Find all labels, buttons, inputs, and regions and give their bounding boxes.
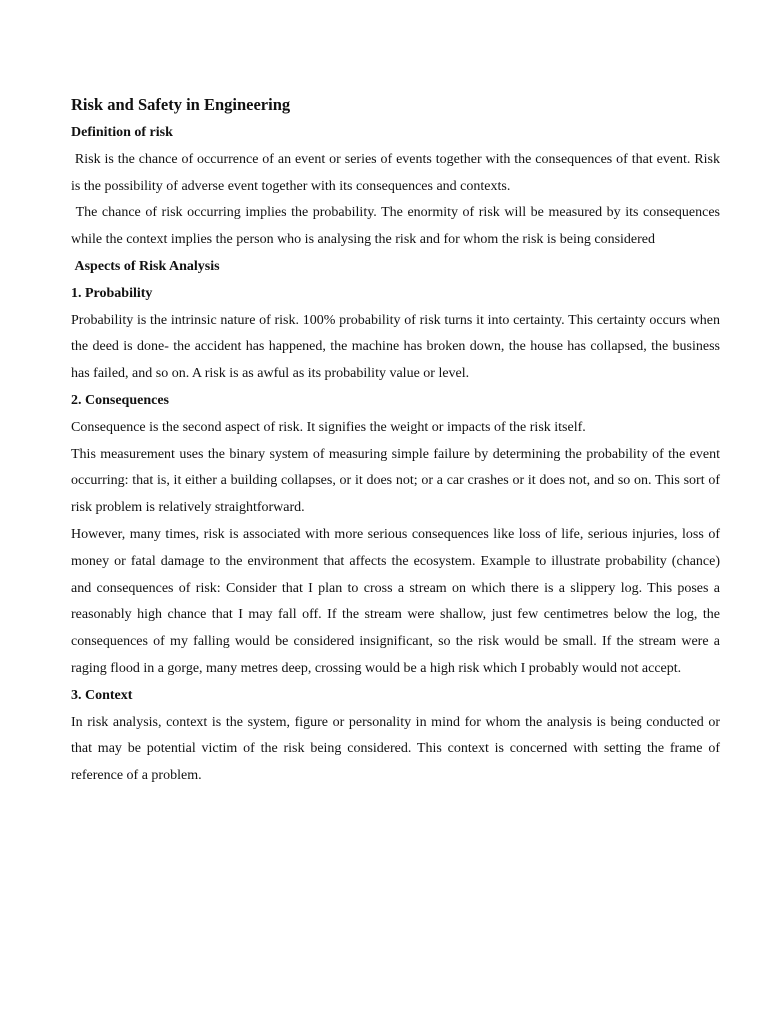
paragraph-definition-2: The chance of risk occurring implies the probability. The enormity of risk will be measured by its consequences while the context implies the person who is analysing the risk and for whom the risk is being considered [71, 205, 720, 248]
document-title: Risk and Safety in Engineering [71, 95, 291, 114]
paragraph-definition-1: Risk is the chance of occurrence of an event or series of events together with the consequences of that event. Risk is the possibility of adverse event together with its consequences and contexts. [71, 151, 720, 194]
section-heading-definition: Definition of risk [71, 125, 173, 140]
paragraph-consequences-2: This measurement uses the binary system of measuring simple failure by determining the probability of the event occurring: that is, it either a building collapses, or it does not; or a car crashes or it does not, and so on. This sort of risk problem is relatively straightforward. [71, 446, 720, 516]
paragraph-context-1: In risk analysis, context is the system, figure or personality in mind for whom the analysis is being conducted or that may be potential victim of the risk being considered. This context is concerned with setting the frame of reference of a problem. [71, 714, 720, 784]
paragraph-probability-1: Probability is the intrinsic nature of risk. 100% probability of risk turns it into certainty. This certainty occurs when the deed is done- the accident has happened, the machine has broken down, the house has collapsed, the business has failed, and so on. A risk is as awful as its probability value or level. [71, 312, 720, 382]
section-heading-probability: 1. Probability [71, 285, 153, 301]
document-page [71, 92, 720, 790]
section-heading-consequences: 2. Consequences [71, 392, 170, 408]
paragraph-consequences-3: However, many times, risk is associated with more serious consequences like loss of life, serious injuries, loss of money or fatal damage to the environment that affects the ecosystem. Example to illustrate probability (chance) and consequences of risk: Consider that I plan to cross a stream on which there is a slippery log. This poses a reasonably high chance that I may fall off. If the stream were shallow, just few centimetres below the log, the consequences of my falling would be considered insignificant, so the risk would be small. If the stream were a raging flood in a gorge, many metres deep, crossing would be a high risk which I probably would not accept. [71, 526, 720, 676]
section-heading-aspects: Aspects of Risk Analysis [71, 258, 220, 274]
section-heading-context: 3. Context [71, 687, 133, 703]
paragraph-consequences-1: Consequence is the second aspect of risk. It signifies the weight or impacts of the risk itself. [71, 419, 586, 435]
